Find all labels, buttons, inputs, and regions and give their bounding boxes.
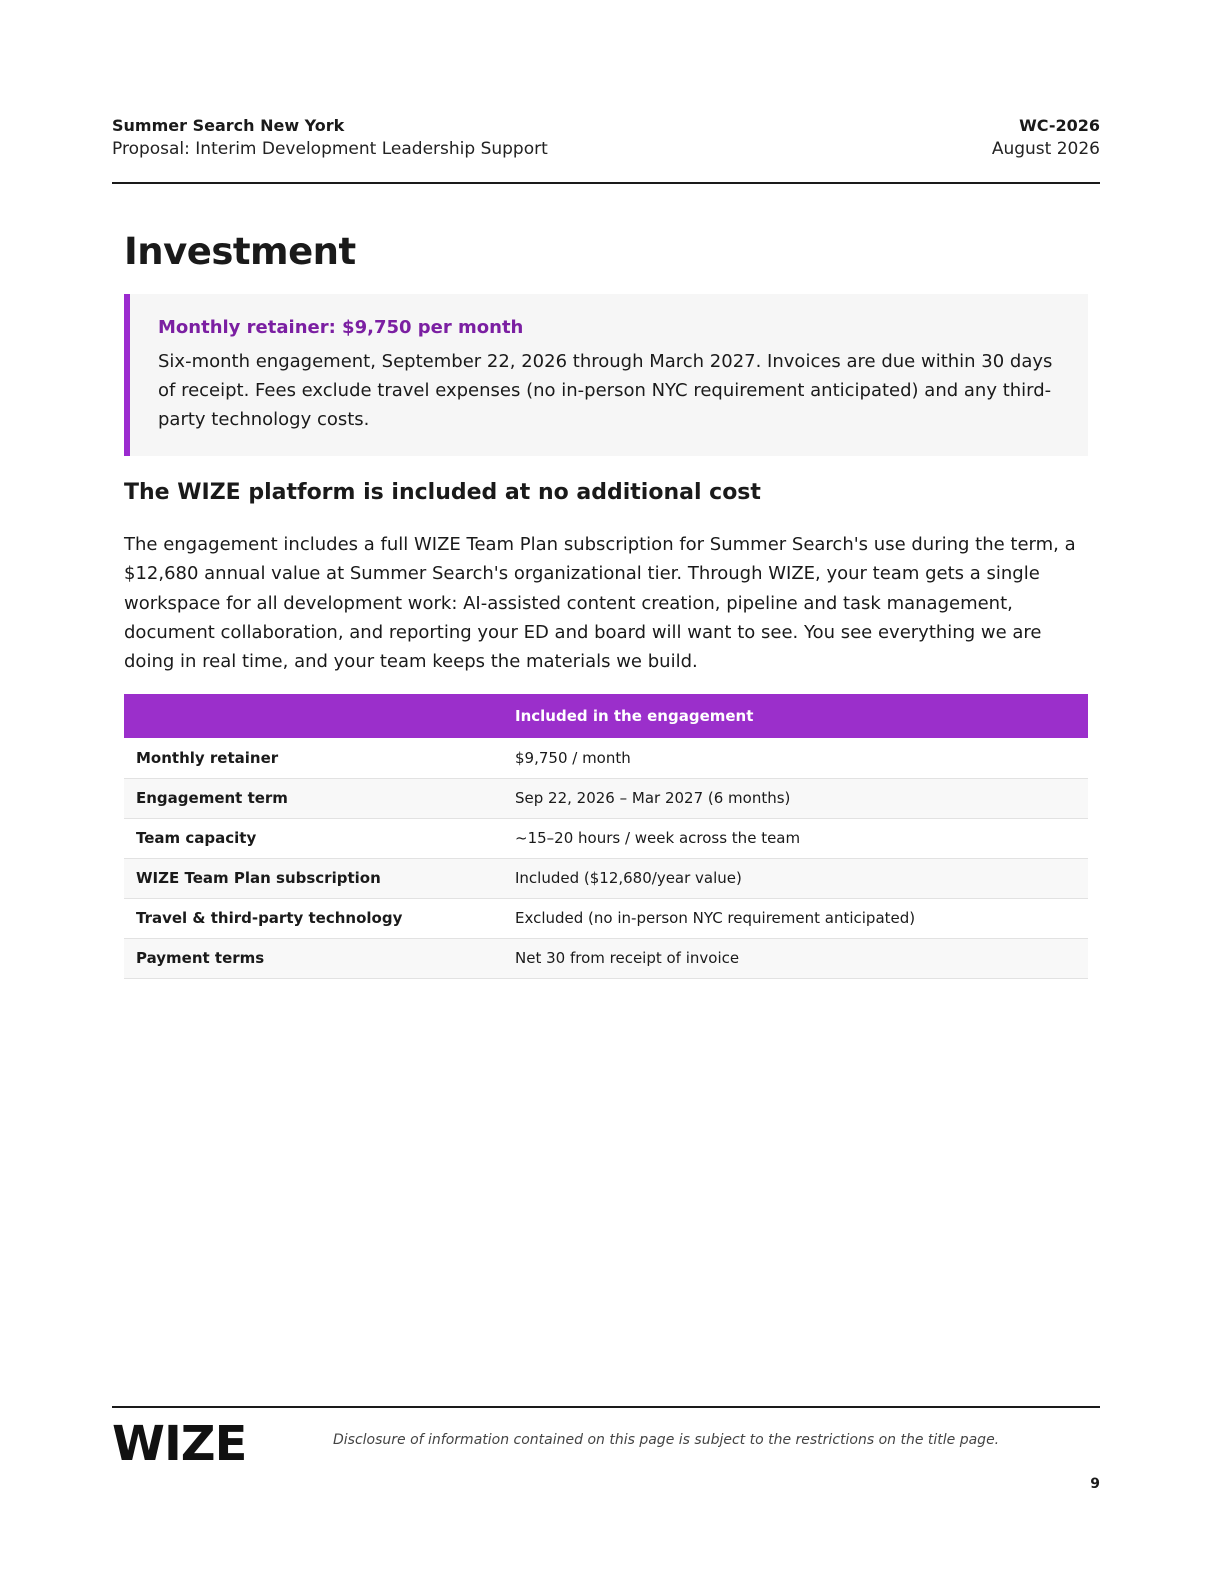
document-date: August 2026 xyxy=(991,139,1100,159)
row-label: Engagement term xyxy=(124,778,503,818)
header-left xyxy=(112,116,548,162)
row-label: WIZE Team Plan subscription xyxy=(124,858,503,898)
row-value: Sep 22, 2026 – Mar 2027 (6 months) xyxy=(503,778,1088,818)
page-number: 9 xyxy=(1090,1476,1100,1492)
table-row xyxy=(124,778,1088,818)
table-header-right: Included in the engagement xyxy=(503,694,1088,738)
row-label: Monthly retainer xyxy=(124,738,503,778)
wize-logo: WIZE xyxy=(112,1416,247,1472)
row-label: Team capacity xyxy=(124,818,503,858)
table-row xyxy=(124,938,1088,978)
table-header-left xyxy=(124,694,503,738)
table-row xyxy=(124,818,1088,858)
row-value: $9,750 / month xyxy=(503,738,1088,778)
row-value: Included ($12,680/year value) xyxy=(503,858,1088,898)
organization-name: Summer Search New York xyxy=(112,116,345,135)
page-title: Investment xyxy=(124,230,356,273)
document-id: WC-2026 xyxy=(1019,116,1100,135)
header-right xyxy=(992,116,1100,162)
table-row xyxy=(124,858,1088,898)
retainer-callout xyxy=(124,294,1088,456)
table-header-row xyxy=(124,694,1088,738)
row-value: ~15–20 hours / week across the team xyxy=(503,818,1088,858)
table-row xyxy=(124,898,1088,938)
callout-body: Six-month engagement, September 22, 2026 through March 2027. Invoices are due within 30 days of receipt. Fees exclude travel expenses (no in-person NYC requirement anticipated) and any third-party technology costs. xyxy=(158,351,1053,430)
investment-table xyxy=(124,694,1088,979)
page-header xyxy=(112,116,1100,184)
row-label: Travel & third-party technology xyxy=(124,898,503,938)
proposal-subtitle: Proposal: Interim Development Leadership Support xyxy=(112,139,548,159)
row-label: Payment terms xyxy=(124,938,503,978)
page-footer xyxy=(112,1406,1100,1472)
section-title: The WIZE platform is included at no additional cost xyxy=(124,480,761,505)
row-value: Excluded (no in-person NYC requirement anticipated) xyxy=(503,898,1088,938)
body-paragraph: The engagement includes a full WIZE Team Plan subscription for Summer Search's use during the term, a $12,680 annual value at Summer Search's organizational tier. Through WIZE, your team gets a single workspace for all development work: AI-assisted content creation, pipeline and task management, document collaboration, and reporting your ED and board will want to see. You see everything we are doing in real time, and your team keeps the materials we build. xyxy=(124,534,1076,673)
disclaimer-text: Disclosure of information contained on this page is subject to the restrictions on the title page. xyxy=(333,1432,1000,1448)
row-value: Net 30 from receipt of invoice xyxy=(503,938,1088,978)
callout-title: Monthly retainer: $9,750 per month xyxy=(158,317,524,338)
table-row xyxy=(124,738,1088,778)
